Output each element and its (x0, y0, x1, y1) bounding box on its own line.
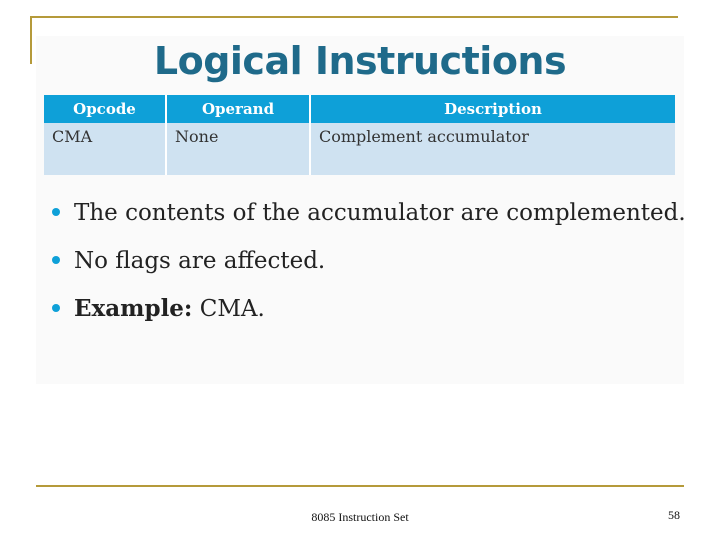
cell-opcode: CMA (44, 123, 166, 175)
column-header-operand: Operand (166, 95, 310, 123)
table-row (44, 123, 675, 175)
page-number: 58 (668, 508, 680, 522)
bullet-bold-label: Example: (74, 295, 193, 322)
table-header-row (44, 95, 675, 123)
bullet-text: CMA. (192, 296, 265, 322)
list-item (48, 292, 678, 326)
cell-description: Complement accumulator (310, 123, 675, 175)
bullet-list (48, 196, 686, 340)
list-item (48, 244, 678, 278)
slide-frame-top-rule (30, 16, 678, 18)
list-item (48, 196, 686, 230)
bullet-text: No flags are affected. (74, 248, 326, 274)
footer-rule (36, 485, 684, 487)
bullet-dot-icon (52, 304, 60, 312)
column-header-opcode: Opcode (44, 95, 166, 123)
bullet-text: The contents of the accumulator are complemented. (74, 200, 686, 226)
slide-title: Logical Instructions (153, 39, 567, 83)
bullet-dot-icon (52, 256, 60, 264)
column-header-description: Description (310, 95, 675, 123)
cell-operand: None (166, 123, 310, 175)
instruction-table (44, 95, 675, 175)
footer-text: 8085 Instruction Set (311, 510, 409, 524)
bullet-dot-icon (52, 208, 60, 216)
